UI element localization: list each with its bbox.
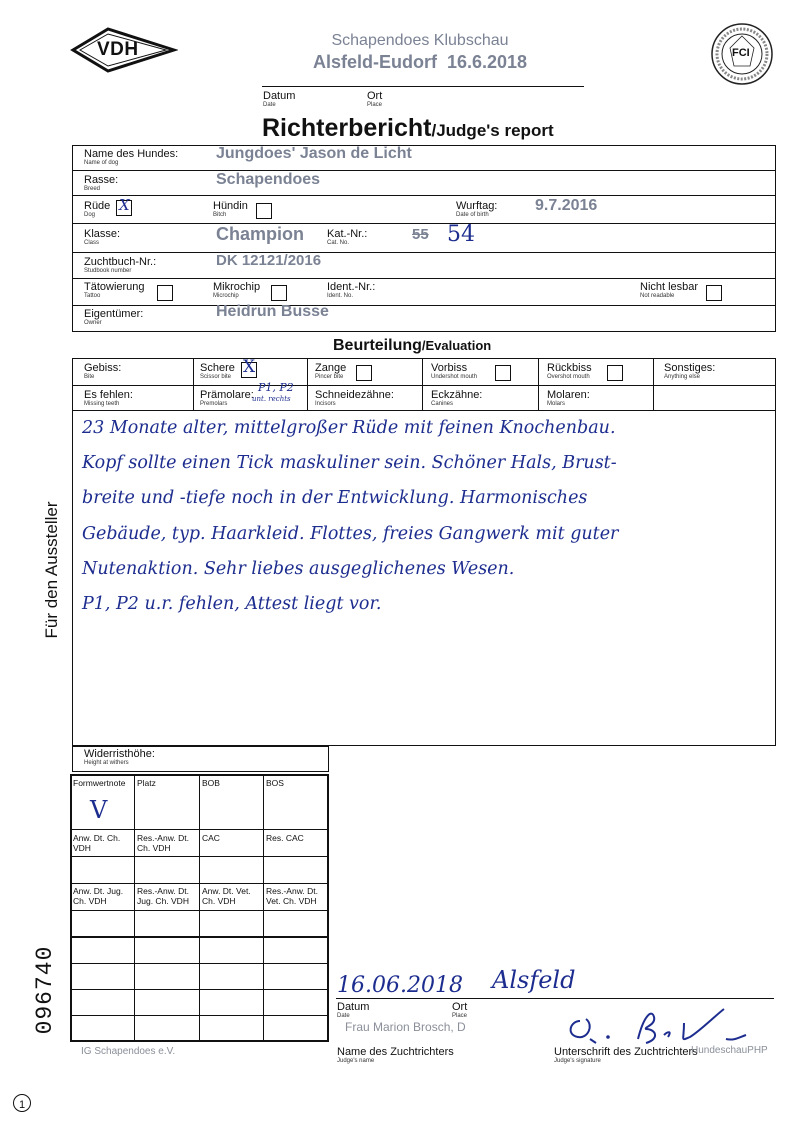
female-label: Hündin Bitch xyxy=(213,200,248,218)
club-label: IG Schapendoes e.V. xyxy=(81,1046,176,1057)
place-header: Platz xyxy=(137,778,156,788)
bite-label: Gebiss: Bite xyxy=(84,362,122,380)
header-datum-label: Datum Date xyxy=(263,90,296,108)
cac-header: CAC xyxy=(202,833,220,843)
judge-name-label: Name des Zuchtrichters Judge's name xyxy=(337,1046,454,1064)
cat-no-struck: 55 xyxy=(412,226,429,243)
footer-ort-label: Ort Place xyxy=(452,1001,468,1019)
withers-label: Widerristhöhe: Height at withers xyxy=(84,748,155,766)
microchip-label: Mikrochip Microchip xyxy=(213,281,261,299)
pincer-label: Zange Pincer bite xyxy=(315,362,347,380)
bos-header: BOS xyxy=(266,778,284,788)
cat-no-value: 54 xyxy=(447,222,475,247)
owner-value: Heidrun Busse xyxy=(216,303,329,320)
footer-date-value: 16.06.2018 xyxy=(337,973,463,998)
vdh-logo-text: VDH xyxy=(97,39,139,60)
res-junior-champion-header: Res.-Anw. Dt. Jug. Ch. VDH xyxy=(137,886,189,906)
tattoo-checkbox[interactable] xyxy=(157,285,173,301)
evaluation-text-line-5: Nutenaktion. Sehr liebes ausgeglichenes Wesen. xyxy=(82,559,515,579)
dog-name-label: Name des Hundes: Name of dog xyxy=(84,148,179,166)
premolar-label: Prämolare: Premolars xyxy=(200,389,254,407)
fci-seal-text: FCI xyxy=(732,47,750,59)
overshot-label: Rückbiss Overshot mouth xyxy=(547,362,592,380)
evaluation-text-line-3: breite und -tiefe noch in der Entwicklung. Harmonisches xyxy=(82,488,588,508)
missing-teeth-label: Es fehlen: Missing teeth xyxy=(84,389,133,407)
other-label: Sonstiges: Anything else xyxy=(664,362,716,380)
microchip-checkbox[interactable] xyxy=(271,285,287,301)
undershot-label: Vorbiss Undershot mouth xyxy=(431,362,478,380)
premolar-value: P1, P2 xyxy=(258,381,294,394)
evaluation-text-line-1: 23 Monate alter, mittelgroßer Rüde mit feinen Knochenbau. xyxy=(82,418,616,438)
unreadable-label: Nicht lesbar Not readable xyxy=(640,281,699,299)
molar-label: Molaren: Molars xyxy=(547,389,590,407)
grade-value: V xyxy=(90,796,108,824)
dob-value: 9.7.2016 xyxy=(535,197,598,214)
side-label: Für den Aussteller xyxy=(42,501,61,639)
show-title: Schapendoes Klubschau xyxy=(331,32,509,49)
vdh-champion-header: Anw. Dt. Ch. VDH xyxy=(73,833,121,853)
class-label: Klasse: Class xyxy=(84,228,121,246)
serial-number: 096740 xyxy=(32,945,58,1035)
female-checkbox[interactable] xyxy=(256,203,272,219)
software-label: HundeschauPHP xyxy=(691,1045,768,1056)
dob-label: Wurftag: Date of birth xyxy=(456,200,498,218)
judge-name-value: Frau Marion Brosch, D xyxy=(345,1020,466,1034)
overshot-checkbox[interactable] xyxy=(607,365,623,381)
tattoo-label: Tätowierung Tattoo xyxy=(84,281,145,299)
scissor-check-mark: X xyxy=(243,357,256,377)
evaluation-title: Beurteilung/Evaluation xyxy=(333,337,492,354)
veteran-champion-header: Anw. Dt. Vet. Ch. VDH xyxy=(202,886,251,906)
cat-no-label: Kat.-Nr.: Cat. No. xyxy=(327,228,368,246)
signature-label: Unterschrift des Zuchtrichters Judge's signature xyxy=(554,1046,698,1064)
studbook-label: Zuchtbuch-Nr.: Studbook number xyxy=(84,256,157,274)
class-value: Champion xyxy=(216,224,304,244)
scissor-label: Schere Scissor bite xyxy=(200,362,235,380)
dog-name-value: Jungdoes' Jason de Licht xyxy=(216,145,412,162)
res-vdh-champion-header: Res.-Anw. Dt. Ch. VDH xyxy=(137,833,189,853)
footer-place-value: Alsfeld xyxy=(492,966,576,994)
owner-label: Eigentümer: Owner xyxy=(84,308,144,326)
res-cac-header: Res. CAC xyxy=(266,833,304,843)
fci-seal xyxy=(710,22,774,86)
unreadable-checkbox[interactable] xyxy=(706,285,722,301)
page-number: 1 xyxy=(18,1099,26,1111)
evaluation-text-line-6: P1, P2 u.r. fehlen, Attest liegt vor. xyxy=(82,594,382,614)
page-number-badge xyxy=(13,1094,31,1112)
evaluation-text-line-4: Gebäude, typ. Haarkleid. Flottes, freies Gangwerk mit guter xyxy=(82,524,619,544)
studbook-value: DK 12121/2016 xyxy=(216,252,322,269)
bob-header: BOB xyxy=(202,778,220,788)
footer-datum-label: Datum Date xyxy=(337,1001,370,1019)
incisor-label: Schneidezähne: Incisors xyxy=(315,389,394,407)
male-check-mark: X xyxy=(119,196,130,214)
header-ort-label: Ort Place xyxy=(367,90,383,108)
ident-label: Ident.-Nr.: Ident. No. xyxy=(327,281,376,299)
show-place-date: Alsfeld-Eudorf 16.6.2018 xyxy=(312,52,528,72)
judge-signature xyxy=(560,1005,760,1047)
evaluation-text-line-2: Kopf sollte einen Tick maskuliner sein. Schöner Hals, Brust- xyxy=(82,453,617,473)
grade-header: Formwertnote xyxy=(73,778,126,788)
pincer-checkbox[interactable] xyxy=(356,365,372,381)
res-veteran-champion-header: Res.-Anw. Dt. Vet. Ch. VDH xyxy=(266,886,318,906)
male-label: Rüde Dog xyxy=(84,200,111,218)
junior-champion-header: Anw. Dt. Jug. Ch. VDH xyxy=(73,886,124,906)
report-title: Richterbericht/Judge's report xyxy=(262,114,554,142)
undershot-checkbox[interactable] xyxy=(495,365,511,381)
canine-label: Eckzähne: Canines xyxy=(431,389,483,407)
vdh-logo xyxy=(70,27,178,73)
breed-value: Schapendoes xyxy=(216,171,321,188)
premolar-value-note: unt. rechts xyxy=(252,395,291,403)
evaluation-box xyxy=(72,358,776,746)
breed-label: Rasse: Breed xyxy=(84,174,119,192)
